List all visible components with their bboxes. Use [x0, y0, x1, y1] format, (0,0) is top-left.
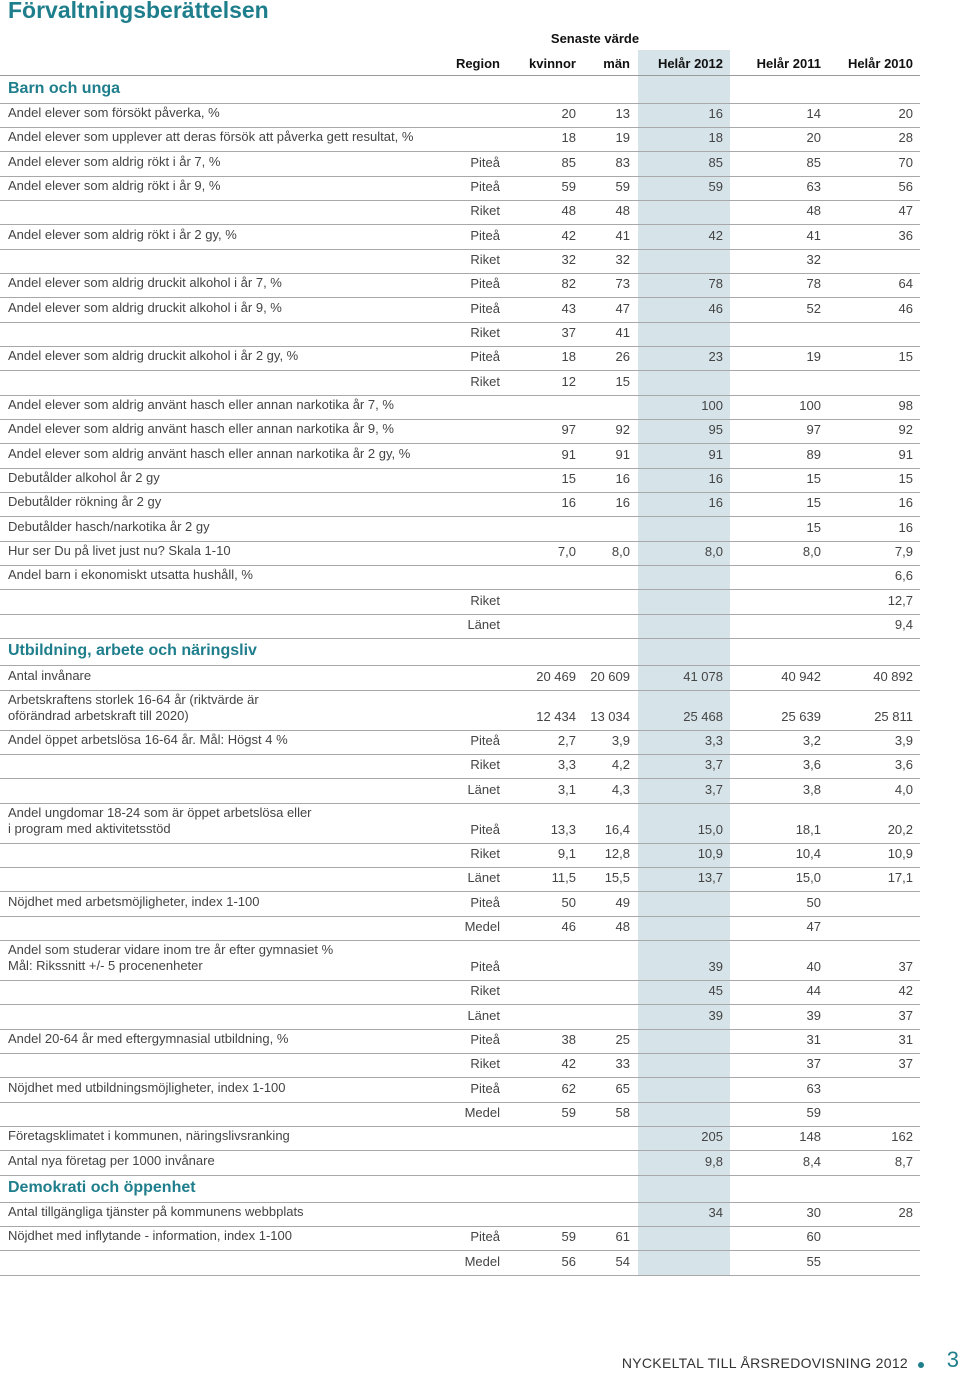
table-row — [0, 541, 920, 566]
cell-helar-2011: 18,1 — [795, 821, 821, 837]
cell-helar-2011: 14 — [806, 105, 821, 121]
cell-helar-2012: 100 — [701, 398, 723, 414]
table-row — [0, 730, 920, 755]
cell-helar-2010: 10,9 — [887, 845, 913, 861]
cell-helar-2011: 3,8 — [802, 781, 821, 797]
cell-region: Riket — [470, 373, 500, 389]
cell-helar-2011: 44 — [806, 983, 821, 999]
cell-kvinnor: 20 — [561, 105, 576, 121]
row-label-line-2: Mål: Rikssnitt +/- 5 procenenheter — [8, 958, 203, 973]
cell-man: 15 — [615, 373, 630, 389]
cell-kvinnor: 9,1 — [557, 845, 576, 861]
table-row — [0, 297, 920, 322]
cell-helar-2010: 3,9 — [894, 732, 913, 748]
cell-region: Piteå — [470, 821, 500, 837]
cell-helar-2012: 205 — [701, 1129, 723, 1145]
section-title: Barn och unga — [8, 80, 121, 97]
section-heading — [0, 638, 920, 666]
table-row — [0, 346, 920, 371]
table-row — [0, 176, 920, 201]
cell-man: 16 — [615, 495, 630, 511]
cell-helar-2010: 3,6 — [894, 757, 913, 773]
cell-helar-2012: 3,7 — [704, 757, 723, 773]
cell-kvinnor: 38 — [561, 1032, 576, 1048]
cell-man: 48 — [615, 918, 630, 934]
row-label: Nöjdhet med utbildningsmöjligheter, index 1-100 — [8, 1079, 286, 1095]
row-label: Antal tillgängliga tjänster på kommunens webbplats — [8, 1204, 304, 1220]
cell-helar-2011: 30 — [806, 1205, 821, 1221]
row-label: Debutålder hasch/narkotika år 2 gy — [8, 518, 210, 534]
cell-helar-2012: 41 078 — [683, 668, 723, 684]
row-label: Nöjdhet med arbetsmöjligheter, index 1-100 — [8, 893, 260, 909]
cell-helar-2011: 15 — [806, 495, 821, 511]
table-row — [0, 614, 920, 639]
cell-region: Medel — [464, 1253, 500, 1269]
header-kvinnor: kvinnor — [529, 56, 576, 71]
row-label: Nöjdhet med inflytande - information, index 1-100 — [8, 1228, 292, 1244]
section-heading — [0, 76, 920, 104]
cell-man: 61 — [615, 1229, 630, 1245]
cell-helar-2010: 15 — [898, 349, 913, 365]
cell-helar-2011: 40 — [806, 959, 821, 974]
cell-region: Riket — [470, 324, 500, 340]
cell-kvinnor: 16 — [561, 495, 576, 511]
table-row — [0, 224, 920, 249]
cell-helar-2011: 55 — [806, 1253, 821, 1269]
cell-helar-2010: 91 — [898, 446, 913, 462]
table-row — [0, 516, 920, 541]
cell-helar-2010: 17,1 — [887, 870, 913, 886]
table-row — [0, 1126, 920, 1151]
cell-region: Länet — [467, 1007, 500, 1023]
table-row — [0, 1004, 920, 1029]
cell-helar-2010: 15 — [898, 471, 913, 487]
cell-region: Medel — [464, 918, 500, 934]
page-number: 3 — [946, 1347, 959, 1372]
cell-kvinnor: 62 — [561, 1080, 576, 1096]
cell-helar-2010: 28 — [898, 1205, 913, 1221]
cell-man: 47 — [615, 300, 630, 316]
cell-helar-2010: 40 892 — [873, 668, 913, 684]
cell-kvinnor: 59 — [561, 178, 576, 194]
cell-man: 32 — [615, 251, 630, 267]
table-row — [0, 103, 920, 128]
cell-helar-2010: 8,7 — [894, 1153, 913, 1169]
table-row — [0, 1226, 920, 1251]
cell-region: Piteå — [470, 300, 500, 316]
cell-region: Piteå — [470, 1229, 500, 1245]
table-row — [0, 200, 920, 225]
header-region: Region — [455, 56, 500, 71]
table-row — [0, 468, 920, 493]
cell-helar-2012: 13,7 — [697, 870, 723, 886]
cell-helar-2011: 50 — [806, 894, 821, 910]
cell-man: 33 — [615, 1056, 630, 1072]
cell-region: Riket — [470, 845, 500, 861]
cell-man: 3,9 — [611, 732, 630, 748]
table-row — [0, 273, 920, 298]
cell-man: 4,2 — [611, 757, 630, 773]
row-label: Andel elever som aldrig druckit alkohol i år 2 gy, % — [8, 348, 299, 364]
cell-man: 49 — [615, 894, 630, 910]
cell-helar-2011: 32 — [806, 251, 821, 267]
cell-man: 13 — [615, 105, 630, 121]
cell-man: 48 — [615, 203, 630, 219]
table-row — [0, 370, 920, 395]
cell-helar-2011: 39 — [806, 1007, 821, 1023]
cell-kvinnor: 42 — [561, 1056, 576, 1072]
row-label: Andel öppet arbetslösa 16-64 år. Mål: Högst 4 % — [8, 731, 288, 747]
cell-helar-2010: 56 — [898, 178, 913, 194]
row-label: Antal invånare — [8, 667, 92, 683]
cell-man: 20 609 — [590, 668, 630, 684]
cell-helar-2010: 98 — [898, 398, 913, 414]
table-row — [0, 665, 920, 690]
cell-helar-2012: 8,0 — [704, 544, 723, 560]
row-label: Andel elever som aldrig rökt i år 9, % — [8, 177, 221, 193]
cell-kvinnor: 50 — [561, 894, 576, 910]
cell-helar-2010: 6,6 — [894, 568, 913, 584]
cell-helar-2010: 31 — [898, 1032, 913, 1048]
cell-region: Piteå — [470, 349, 500, 365]
row-label-line-2: oförändrad arbetskraft till 2020) — [8, 707, 189, 723]
cell-kvinnor: 59 — [561, 1105, 576, 1121]
table-row — [0, 151, 920, 176]
cell-man: 41 — [615, 227, 630, 243]
cell-helar-2011: 63 — [806, 178, 821, 194]
cell-man: 15,5 — [604, 870, 630, 886]
cell-helar-2010: 7,9 — [894, 544, 913, 560]
row-label: Andel 20-64 år med eftergymnasial utbildning, % — [8, 1031, 289, 1047]
cell-kvinnor: 43 — [561, 300, 576, 316]
cell-helar-2011: 15 — [806, 471, 821, 487]
cell-kvinnor: 56 — [561, 1253, 576, 1269]
cell-kvinnor: 97 — [561, 422, 576, 438]
cell-kvinnor: 18 — [561, 130, 576, 146]
cell-helar-2010: 37 — [898, 959, 913, 974]
cell-kvinnor: 48 — [561, 203, 576, 219]
cell-helar-2010: 36 — [898, 227, 913, 243]
cell-region: Riket — [470, 983, 500, 999]
row-label: Andel elever som aldrig använt hasch eller annan narkotika år 9, % — [8, 421, 394, 437]
cell-helar-2011: 15 — [806, 519, 821, 535]
cell-helar-2011: 52 — [806, 300, 821, 316]
cell-man: 54 — [615, 1253, 630, 1269]
table-row — [0, 916, 920, 941]
cell-helar-2012: 9,8 — [704, 1153, 723, 1169]
cell-helar-2011: 148 — [799, 1129, 821, 1145]
table-row — [0, 127, 920, 152]
row-label: Andel elever som försökt påverka, % — [8, 104, 220, 120]
cell-kvinnor: 82 — [561, 276, 576, 292]
table-row — [0, 590, 920, 615]
table-row — [0, 843, 920, 868]
row-label: Företagsklimatet i kommunen, näringslivsranking — [8, 1128, 290, 1144]
table-row — [0, 778, 920, 803]
table-row — [0, 940, 920, 981]
row-label-line-1: Arbetskraftens storlek 16-64 år (riktvärde är — [8, 691, 259, 707]
header-senaste-varde: Senaste värde — [550, 31, 640, 46]
table-row — [0, 322, 920, 347]
cell-helar-2011: 37 — [806, 1056, 821, 1072]
cell-man: 12,8 — [604, 845, 630, 861]
table-row — [0, 867, 920, 892]
cell-helar-2011: 60 — [806, 1229, 821, 1245]
header-helar-2011: Helår 2011 — [756, 56, 821, 71]
table-row — [0, 443, 920, 468]
cell-region: Piteå — [470, 732, 500, 748]
table-row — [0, 395, 920, 420]
cell-region: Piteå — [470, 276, 500, 292]
table-row — [0, 249, 920, 274]
row-label: Andel elever som aldrig druckit alkohol i år 7, % — [8, 275, 282, 291]
cell-helar-2012: 3,7 — [704, 781, 723, 797]
table-row — [0, 1102, 920, 1127]
cell-helar-2011: 89 — [806, 446, 821, 462]
cell-helar-2010: 25 811 — [874, 708, 913, 724]
cell-region: Piteå — [470, 959, 500, 974]
table-row — [0, 1029, 920, 1054]
row-label: Antal nya företag per 1000 invånare — [8, 1152, 215, 1168]
cell-kvinnor: 3,3 — [557, 757, 576, 773]
cell-helar-2011: 63 — [806, 1080, 821, 1096]
cell-helar-2012: 39 — [708, 959, 723, 974]
row-label: Andel elever som aldrig rökt i år 2 gy, % — [8, 226, 237, 242]
cell-man: 19 — [615, 130, 630, 146]
table-row — [0, 492, 920, 517]
cell-helar-2012: 25 468 — [683, 708, 723, 724]
cell-man: 13 034 — [590, 708, 630, 724]
cell-helar-2010: 20,2 — [887, 821, 913, 837]
table-row — [0, 980, 920, 1005]
row-label: Andel elever som aldrig använt hasch eller annan narkotika år 7, % — [8, 397, 394, 413]
cell-region: Länet — [467, 617, 500, 633]
cell-man: 92 — [615, 422, 630, 438]
cell-region: Piteå — [470, 1032, 500, 1048]
cell-helar-2011: 41 — [806, 227, 821, 243]
footer-bullet-icon — [918, 1362, 924, 1368]
cell-helar-2011: 8,4 — [802, 1153, 821, 1169]
cell-region: Länet — [467, 870, 500, 886]
row-label: Debutålder rökning år 2 gy — [8, 494, 162, 510]
cell-region: Piteå — [470, 178, 500, 194]
table-row — [0, 891, 920, 916]
table-row — [0, 1202, 920, 1227]
cell-man: 91 — [615, 446, 630, 462]
cell-helar-2010: 20 — [898, 105, 913, 121]
cell-kvinnor: 20 469 — [536, 668, 576, 684]
table-row — [0, 1053, 920, 1078]
cell-helar-2012: 16 — [708, 105, 723, 121]
cell-region: Riket — [470, 757, 500, 773]
cell-region: Piteå — [470, 894, 500, 910]
cell-region: Riket — [470, 203, 500, 219]
cell-helar-2011: 47 — [806, 918, 821, 934]
cell-helar-2010: 70 — [898, 154, 913, 170]
cell-helar-2012: 45 — [708, 983, 723, 999]
cell-helar-2010: 37 — [898, 1007, 913, 1023]
section-heading — [0, 1175, 920, 1203]
cell-helar-2011: 85 — [806, 154, 821, 170]
cell-man: 59 — [615, 178, 630, 194]
table-row — [0, 690, 920, 731]
cell-helar-2012: 59 — [708, 178, 723, 194]
row-label — [8, 942, 333, 974]
row-label: Andel barn i ekonomiskt utsatta hushåll, % — [8, 567, 253, 583]
cell-man: 16,4 — [604, 821, 630, 837]
cell-helar-2011: 25 639 — [781, 708, 821, 724]
cell-man: 4,3 — [611, 781, 630, 797]
cell-helar-2010: 4,0 — [894, 781, 913, 797]
cell-helar-2011: 31 — [806, 1032, 821, 1048]
section-title: Demokrati och öppenhet — [8, 1178, 196, 1196]
cell-kvinnor: 85 — [561, 154, 576, 170]
cell-kvinnor: 13,3 — [550, 821, 576, 837]
cell-kvinnor: 3,1 — [557, 781, 576, 797]
cell-helar-2012: 16 — [708, 495, 723, 511]
cell-region: Riket — [470, 592, 500, 608]
cell-helar-2010: 162 — [891, 1129, 913, 1145]
cell-kvinnor: 15 — [561, 471, 576, 487]
row-label: Debutålder alkohol år 2 gy — [8, 470, 160, 486]
cell-helar-2010: 92 — [898, 422, 913, 438]
cell-helar-2012: 10,9 — [697, 845, 723, 861]
cell-helar-2010: 9,4 — [894, 617, 913, 633]
cell-helar-2010: 12,7 — [887, 592, 913, 608]
cell-region: Piteå — [470, 227, 500, 243]
row-label — [8, 692, 259, 724]
cell-helar-2012: 78 — [708, 276, 723, 292]
cell-region: Riket — [470, 1056, 500, 1072]
table-row — [0, 565, 920, 590]
cell-helar-2011: 20 — [806, 130, 821, 146]
cell-man: 16 — [615, 471, 630, 487]
cell-helar-2011: 15,0 — [795, 870, 821, 886]
cell-helar-2010: 16 — [898, 495, 913, 511]
cell-helar-2011: 10,4 — [795, 845, 821, 861]
cell-kvinnor: 91 — [561, 446, 576, 462]
cell-helar-2011: 3,6 — [802, 757, 821, 773]
cell-helar-2012: 91 — [708, 446, 723, 462]
cell-region: Piteå — [470, 1080, 500, 1096]
cell-helar-2011: 8,0 — [802, 544, 821, 560]
table-row — [0, 1251, 920, 1276]
cell-helar-2011: 3,2 — [802, 732, 821, 748]
cell-helar-2011: 78 — [806, 276, 821, 292]
cell-helar-2012: 15,0 — [697, 821, 723, 837]
cell-kvinnor: 12 434 — [536, 708, 576, 724]
cell-kvinnor: 42 — [561, 227, 576, 243]
cell-man: 8,0 — [611, 544, 630, 560]
cell-helar-2012: 3,3 — [704, 732, 723, 748]
cell-helar-2011: 48 — [806, 203, 821, 219]
cell-helar-2012: 39 — [708, 1007, 723, 1023]
cell-helar-2012: 95 — [708, 422, 723, 438]
cell-helar-2012: 16 — [708, 471, 723, 487]
table-row — [0, 1150, 920, 1175]
row-label-line-1: Andel som studerar vidare inom tre år efter gymnasiet % — [8, 942, 334, 957]
cell-man: 58 — [615, 1105, 630, 1121]
cell-helar-2011: 59 — [806, 1105, 821, 1121]
row-label — [8, 805, 312, 837]
cell-kvinnor: 37 — [561, 324, 576, 340]
cell-helar-2010: 16 — [898, 519, 913, 535]
table-row — [0, 803, 920, 844]
table-row — [0, 754, 920, 779]
cell-helar-2011: 100 — [799, 398, 821, 414]
cell-helar-2010: 42 — [898, 983, 913, 999]
cell-man: 73 — [615, 276, 630, 292]
cell-man: 83 — [615, 154, 630, 170]
cell-kvinnor: 32 — [561, 251, 576, 267]
row-label-line-2: i program med aktivitetsstöd — [8, 820, 171, 836]
row-label: Andel elever som aldrig använt hasch eller annan narkotika år 2 gy, % — [8, 445, 411, 461]
header-helar-2010: Helår 2010 — [847, 56, 913, 71]
cell-man: 41 — [615, 324, 630, 340]
table-row — [0, 419, 920, 444]
cell-region: Länet — [467, 781, 500, 797]
cell-helar-2010: 64 — [898, 276, 913, 292]
cell-helar-2010: 28 — [898, 130, 913, 146]
cell-man: 26 — [615, 349, 630, 365]
table-row — [0, 1077, 920, 1102]
cell-kvinnor: 59 — [561, 1229, 576, 1245]
cell-helar-2011: 97 — [806, 422, 821, 438]
header-man: män — [603, 56, 630, 71]
cell-kvinnor: 46 — [561, 918, 576, 934]
cell-helar-2010: 47 — [898, 203, 913, 219]
cell-kvinnor: 18 — [561, 349, 576, 365]
cell-region: Medel — [464, 1105, 500, 1121]
cell-man: 65 — [615, 1080, 630, 1096]
cell-helar-2012: 46 — [708, 300, 723, 316]
cell-helar-2011: 40 942 — [781, 668, 821, 684]
cell-kvinnor: 11,5 — [551, 870, 576, 886]
row-label: Hur ser Du på livet just nu? Skala 1-10 — [8, 543, 231, 559]
cell-kvinnor: 7,0 — [557, 544, 576, 560]
page-title: Förvaltningsberättelsen — [8, 0, 269, 23]
row-label-line-1: Andel ungdomar 18-24 som är öppet arbetslösa eller — [8, 804, 312, 820]
table-header-row — [0, 50, 920, 76]
cell-region: Riket — [470, 251, 500, 267]
row-label: Andel elever som aldrig druckit alkohol i år 9, % — [8, 299, 282, 315]
cell-kvinnor: 2,7 — [557, 732, 576, 748]
cell-helar-2012: 34 — [708, 1205, 723, 1221]
cell-kvinnor: 12 — [561, 373, 576, 389]
cell-man: 25 — [615, 1032, 630, 1048]
cell-helar-2012: 18 — [708, 130, 723, 146]
row-label: Andel elever som upplever att deras försök att påverka gett resultat, % — [8, 129, 414, 145]
header-helar-2012: Helår 2012 — [657, 56, 723, 71]
cell-helar-2012: 85 — [708, 154, 723, 170]
cell-region: Piteå — [470, 154, 500, 170]
cell-helar-2012: 42 — [708, 227, 723, 243]
cell-helar-2010: 46 — [898, 300, 913, 316]
row-label: Andel elever som aldrig rökt i år 7, % — [8, 153, 221, 169]
cell-helar-2012: 23 — [708, 349, 723, 365]
section-title: Utbildning, arbete och näringsliv — [8, 642, 257, 660]
cell-helar-2011: 19 — [806, 349, 821, 365]
cell-helar-2010: 37 — [898, 1056, 913, 1072]
footer-text: NYCKELTAL TILL ÅRSREDOVISNING 2012 — [621, 1355, 908, 1371]
